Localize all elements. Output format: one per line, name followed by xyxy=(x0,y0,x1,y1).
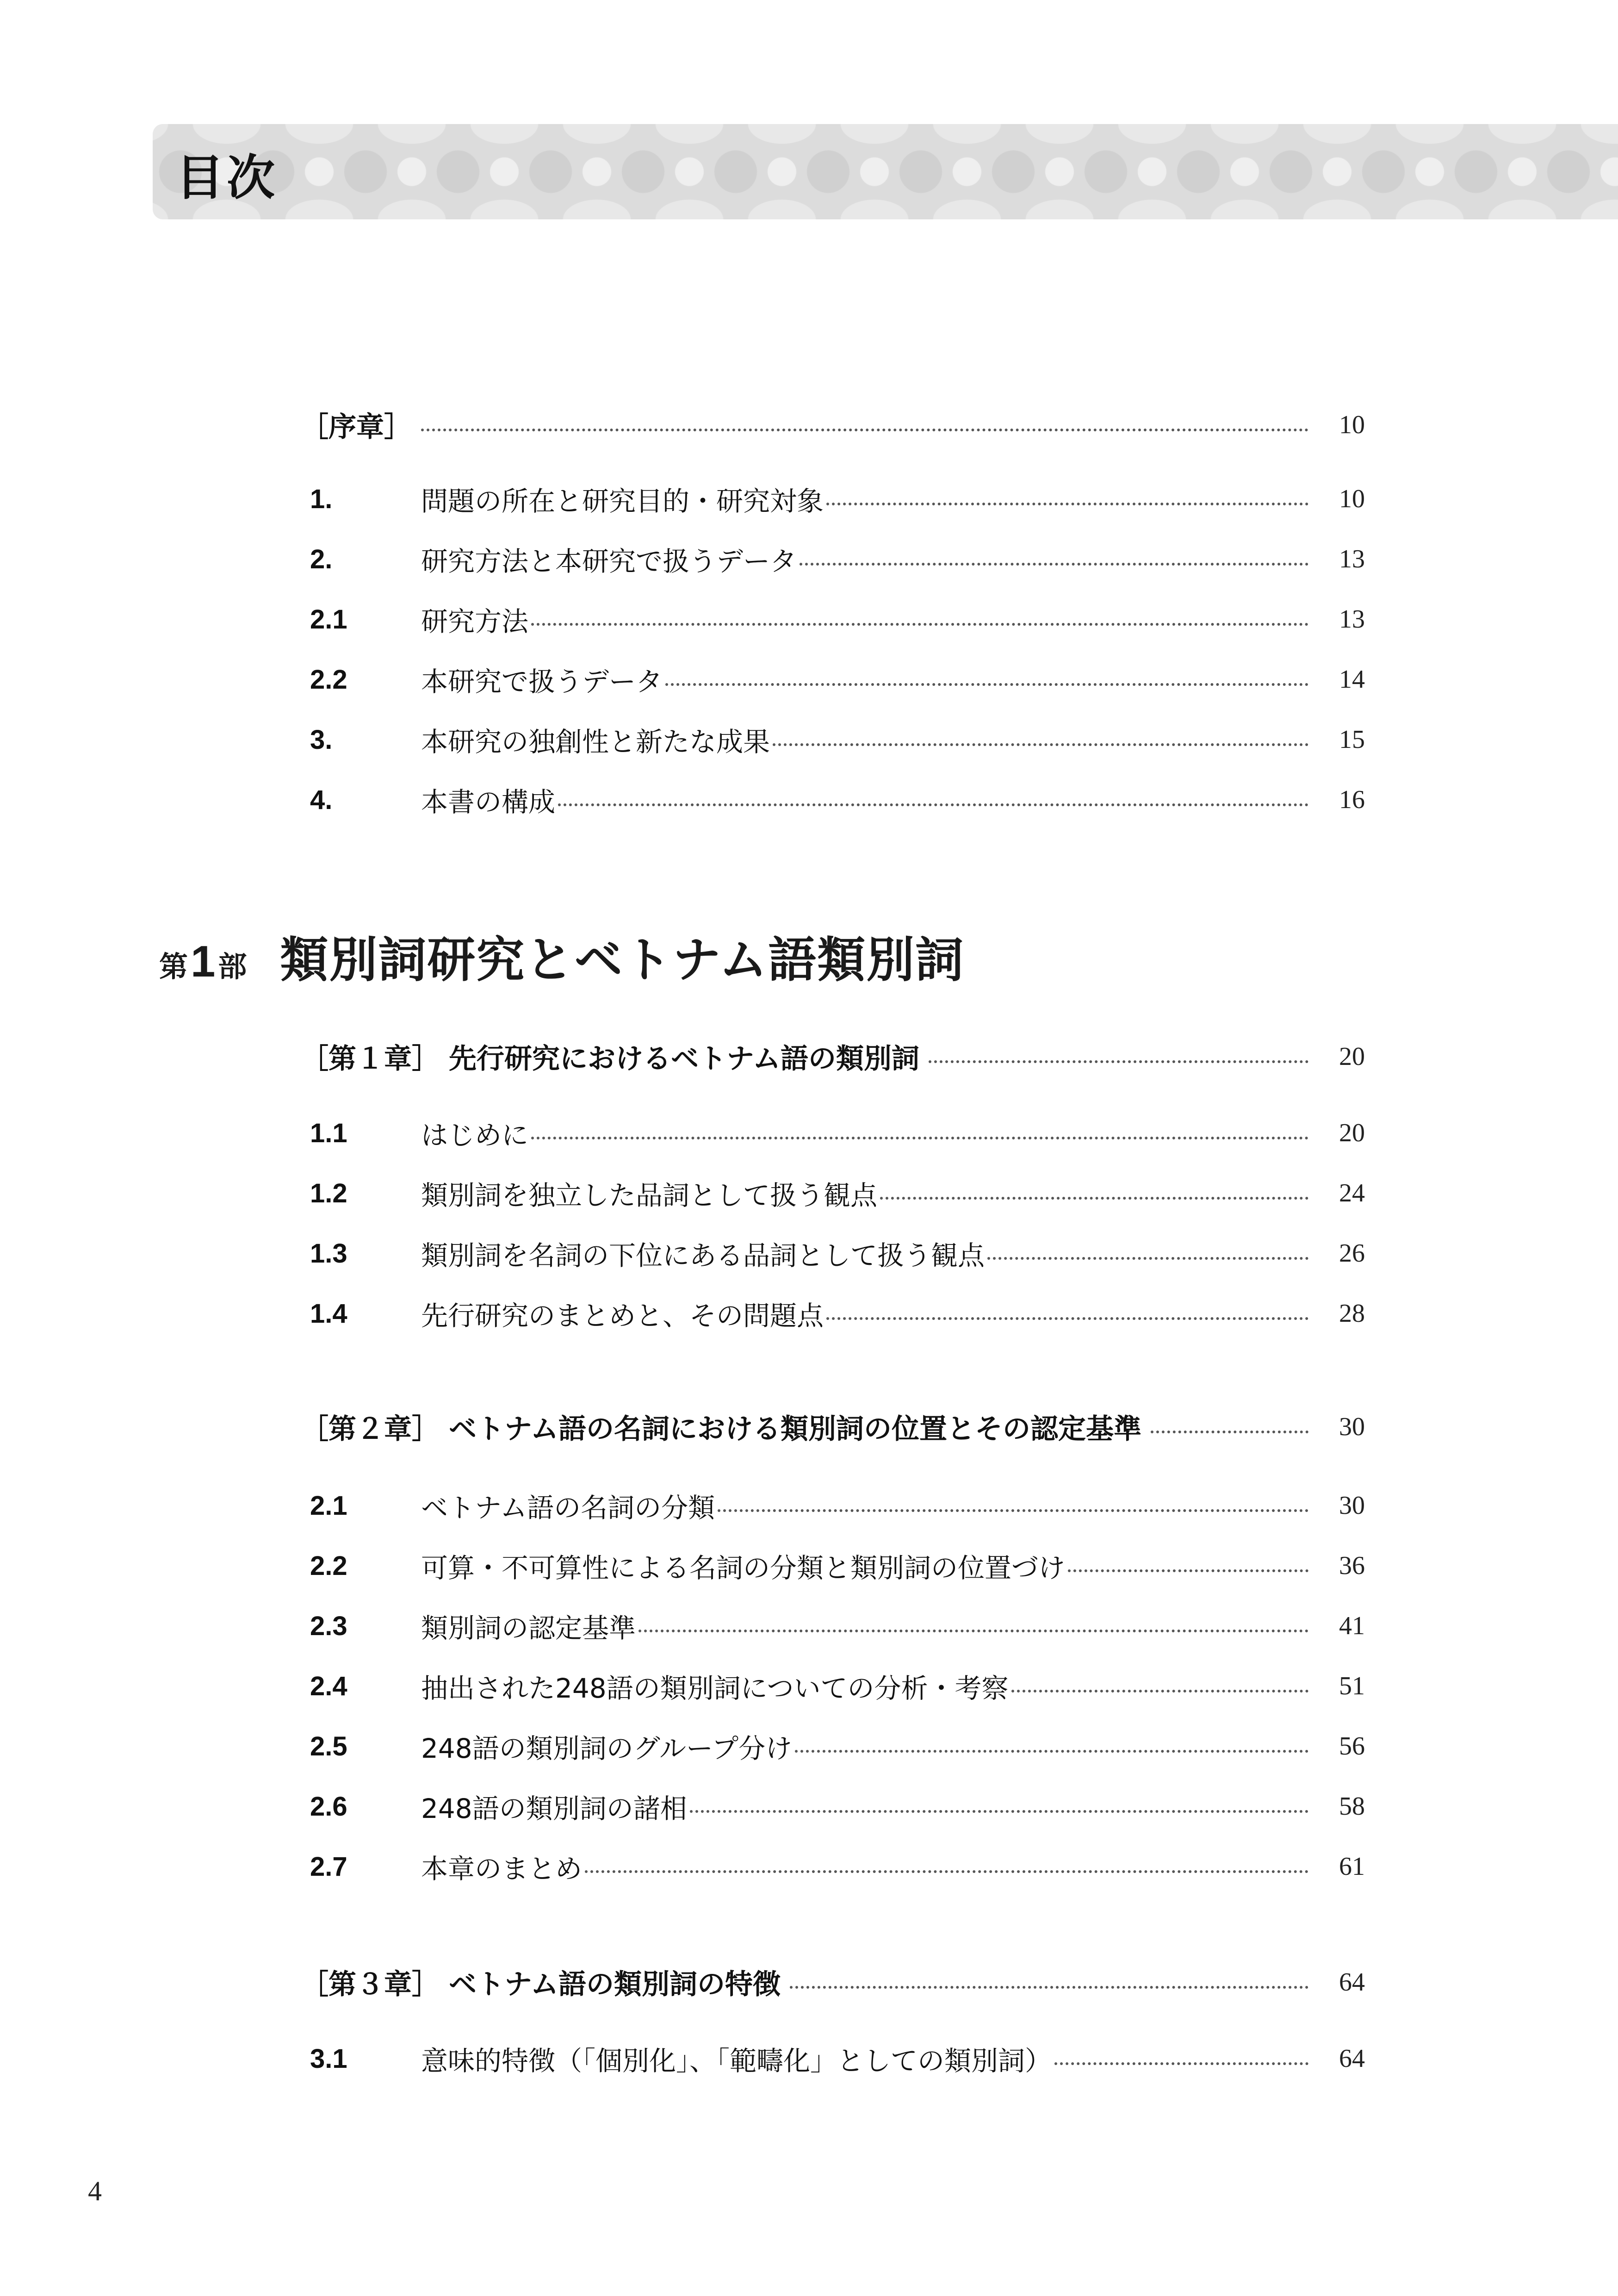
part-heading[interactable] xyxy=(159,921,964,990)
section-title: 類別詞の認定基準 xyxy=(421,1612,636,1644)
toc-entry[interactable] xyxy=(301,1172,1365,1214)
chapter-title: ベトナム語の類別詞の特徴 xyxy=(449,1968,781,2001)
page-number: 64 xyxy=(1339,1968,1365,1997)
section-number: 2.6 xyxy=(310,1791,347,1822)
leader-dots xyxy=(690,1810,1308,1813)
page-number: 20 xyxy=(1339,1042,1365,1071)
section-number: 1.3 xyxy=(310,1238,347,1269)
page-number: 15 xyxy=(1339,725,1365,754)
title-banner xyxy=(153,124,1618,219)
section-title: 248語の類別詞の諸相 xyxy=(421,1793,687,1824)
section-number: 3. xyxy=(310,724,333,755)
section-number: 1.4 xyxy=(310,1298,347,1329)
leader-dots xyxy=(790,1986,1308,1989)
section-title: 問題の所在と研究目的・研究対象 xyxy=(421,485,824,517)
section-title: 248語の類別詞のグループ分け xyxy=(421,1733,793,1764)
leader-dots xyxy=(531,1137,1308,1139)
page-number: 13 xyxy=(1339,605,1365,634)
section-number: 2.2 xyxy=(310,1550,347,1581)
toc-entry[interactable] xyxy=(301,1605,1365,1647)
chapter-title: ベトナム語の名詞における類別詞の位置とその認定基準 xyxy=(449,1413,1141,1445)
page-number: 14 xyxy=(1339,665,1365,694)
chapter-label: ［第３章］ xyxy=(301,1968,440,2001)
page-number: 24 xyxy=(1339,1179,1365,1207)
leader-dots xyxy=(880,1197,1308,1200)
part-number: 1 xyxy=(191,937,216,986)
leader-dots xyxy=(1068,1569,1308,1572)
toc-entry[interactable] xyxy=(301,538,1365,580)
section-number: 2.2 xyxy=(310,664,347,695)
section-title: 類別詞を名詞の下位にある品詞として扱う観点 xyxy=(421,1240,985,1271)
leader-dots xyxy=(826,1317,1308,1320)
section-title: 本研究の独創性と新たな成果 xyxy=(421,726,770,758)
toc-entry[interactable] xyxy=(301,1725,1365,1767)
page-number: 20 xyxy=(1339,1119,1365,1147)
page-number: 10 xyxy=(1339,411,1365,439)
chapter-label: ［第２章］ xyxy=(301,1413,440,1445)
section-title: 意味的特徴（「個別化」、「範疇化」としての類別詞） xyxy=(421,2045,1052,2077)
leader-dots xyxy=(987,1257,1308,1260)
section-title: ベトナム語の名詞の分類 xyxy=(421,1492,715,1524)
leader-dots xyxy=(826,503,1308,505)
page-number: 51 xyxy=(1339,1672,1365,1700)
toc-entry[interactable] xyxy=(301,779,1365,821)
toc-entry[interactable] xyxy=(301,1786,1365,1827)
page-number: 30 xyxy=(1339,1491,1365,1520)
section-title: 本章のまとめ xyxy=(421,1853,583,1885)
page-number: 28 xyxy=(1339,1299,1365,1328)
toc-entry[interactable] xyxy=(301,1545,1365,1587)
page-number: 41 xyxy=(1339,1612,1365,1640)
toc-entry[interactable] xyxy=(301,659,1365,700)
section-title: はじめに xyxy=(421,1120,529,1151)
leader-dots xyxy=(558,803,1308,806)
section-number: 1.2 xyxy=(310,1178,347,1208)
leader-dots xyxy=(929,1060,1308,1063)
toc-chapter-heading[interactable] xyxy=(301,1961,1365,2003)
prologue-label: ［序章］ xyxy=(301,411,412,443)
chapter-label: ［第１章］ xyxy=(301,1043,440,1075)
section-number: 1.1 xyxy=(310,1118,347,1148)
page-number: 58 xyxy=(1339,1792,1365,1821)
toc-entry[interactable] xyxy=(301,1485,1365,1526)
page-number: 36 xyxy=(1339,1551,1365,1580)
page-title: 目次 xyxy=(176,149,278,206)
page-number: 16 xyxy=(1339,785,1365,814)
toc-entry[interactable] xyxy=(301,1846,1365,1887)
toc-entry[interactable] xyxy=(301,478,1365,520)
page-number: 64 xyxy=(1339,2044,1365,2073)
toc-entry[interactable] xyxy=(301,598,1365,640)
section-title: 可算・不可算性による名詞の分類と類別詞の位置づけ xyxy=(421,1552,1066,1584)
leader-dots xyxy=(795,1750,1308,1753)
section-number: 2.5 xyxy=(310,1731,347,1761)
section-title: 研究方法と本研究で扱うデータ xyxy=(421,546,797,577)
page-number: 30 xyxy=(1339,1412,1365,1441)
leader-dots xyxy=(421,429,1308,431)
toc-chapter-heading[interactable] xyxy=(301,1036,1365,1077)
part-title: 類別詞研究とベトナム語類別詞 xyxy=(280,932,965,988)
section-number: 4. xyxy=(310,784,333,815)
toc-prologue-heading[interactable] xyxy=(301,404,1365,446)
section-number: 2.1 xyxy=(310,1490,347,1521)
leader-dots xyxy=(585,1870,1308,1873)
page-number: 56 xyxy=(1339,1732,1365,1761)
leader-dots xyxy=(1151,1431,1308,1433)
section-number: 2.7 xyxy=(310,1851,347,1882)
toc-entry[interactable] xyxy=(301,1232,1365,1274)
page-number: 10 xyxy=(1339,485,1365,513)
leader-dots xyxy=(773,743,1308,746)
page-number: 26 xyxy=(1339,1239,1365,1268)
leader-dots xyxy=(800,563,1308,566)
page-number: 13 xyxy=(1339,545,1365,573)
part-prefix: 第 xyxy=(159,950,188,983)
part-suffix: 部 xyxy=(218,950,247,983)
section-title: 類別詞を独立した品詞として扱う観点 xyxy=(421,1180,878,1211)
leader-dots xyxy=(665,683,1308,686)
toc-entry[interactable] xyxy=(301,719,1365,760)
toc-chapter-heading[interactable] xyxy=(301,1406,1365,1448)
toc-entry[interactable] xyxy=(301,1293,1365,1334)
section-number: 2. xyxy=(310,544,333,574)
toc-entry[interactable] xyxy=(301,1665,1365,1707)
leader-dots xyxy=(1054,2062,1308,2065)
toc-entry[interactable] xyxy=(301,2038,1365,2079)
footer-page-number: 4 xyxy=(88,2176,102,2206)
section-number: 2.1 xyxy=(310,604,347,635)
leader-dots xyxy=(531,623,1308,626)
section-title: 研究方法 xyxy=(421,606,529,637)
page-number: 61 xyxy=(1339,1852,1365,1881)
leader-dots xyxy=(639,1630,1308,1632)
chapter-title: 先行研究におけるベトナム語の類別詞 xyxy=(449,1043,919,1075)
section-number: 2.4 xyxy=(310,1671,347,1701)
section-number: 3.1 xyxy=(310,2043,347,2074)
section-number: 2.3 xyxy=(310,1611,347,1641)
leader-dots xyxy=(1011,1690,1308,1692)
section-title: 本書の構成 xyxy=(421,786,556,818)
section-title: 抽出された248語の類別詞についての分析・考察 xyxy=(421,1673,1009,1704)
section-title: 本研究で扱うデータ xyxy=(421,666,663,697)
leader-dots xyxy=(718,1509,1308,1512)
section-number: 1. xyxy=(310,484,333,514)
section-title: 先行研究のまとめと、その問題点 xyxy=(421,1300,824,1332)
toc-entry[interactable] xyxy=(301,1112,1365,1154)
